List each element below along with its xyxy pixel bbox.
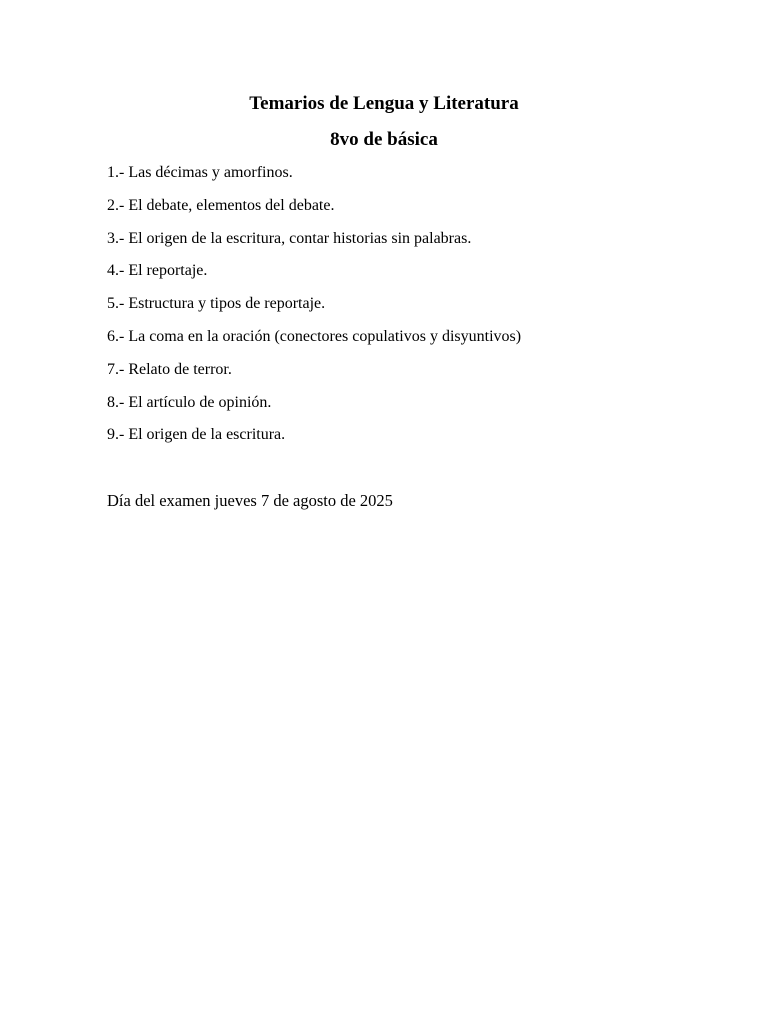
topic-item: 7.- Relato de terror. [107,360,232,378]
topic-item: 4.- El reportaje. [107,262,208,280]
topic-item: 1.- Las décimas y amorfinos. [107,164,293,181]
topic-item: 3.- El origen de la escritura, contar historias sin palabras. [107,229,472,247]
topic-item: 9.- El origen de la escritura. [107,426,286,444]
document-subtitle: 8vo de básica [330,129,438,150]
topic-item: 6.- La coma en la oración (conectores copulativos y disyuntivos) [107,327,522,345]
topic-list [107,162,521,457]
topic-item: 5.- Estructura y tipos de reportaje. [107,295,326,313]
document-title: Temarios de Lengua y Literatura [249,93,519,114]
topic-item: 8.- El artículo de opinión. [107,393,272,411]
topic-item: 2.- El debate, elementos del debate. [107,196,335,214]
exam-date: Día del examen jueves 7 de agosto de 2025 [107,491,393,510]
